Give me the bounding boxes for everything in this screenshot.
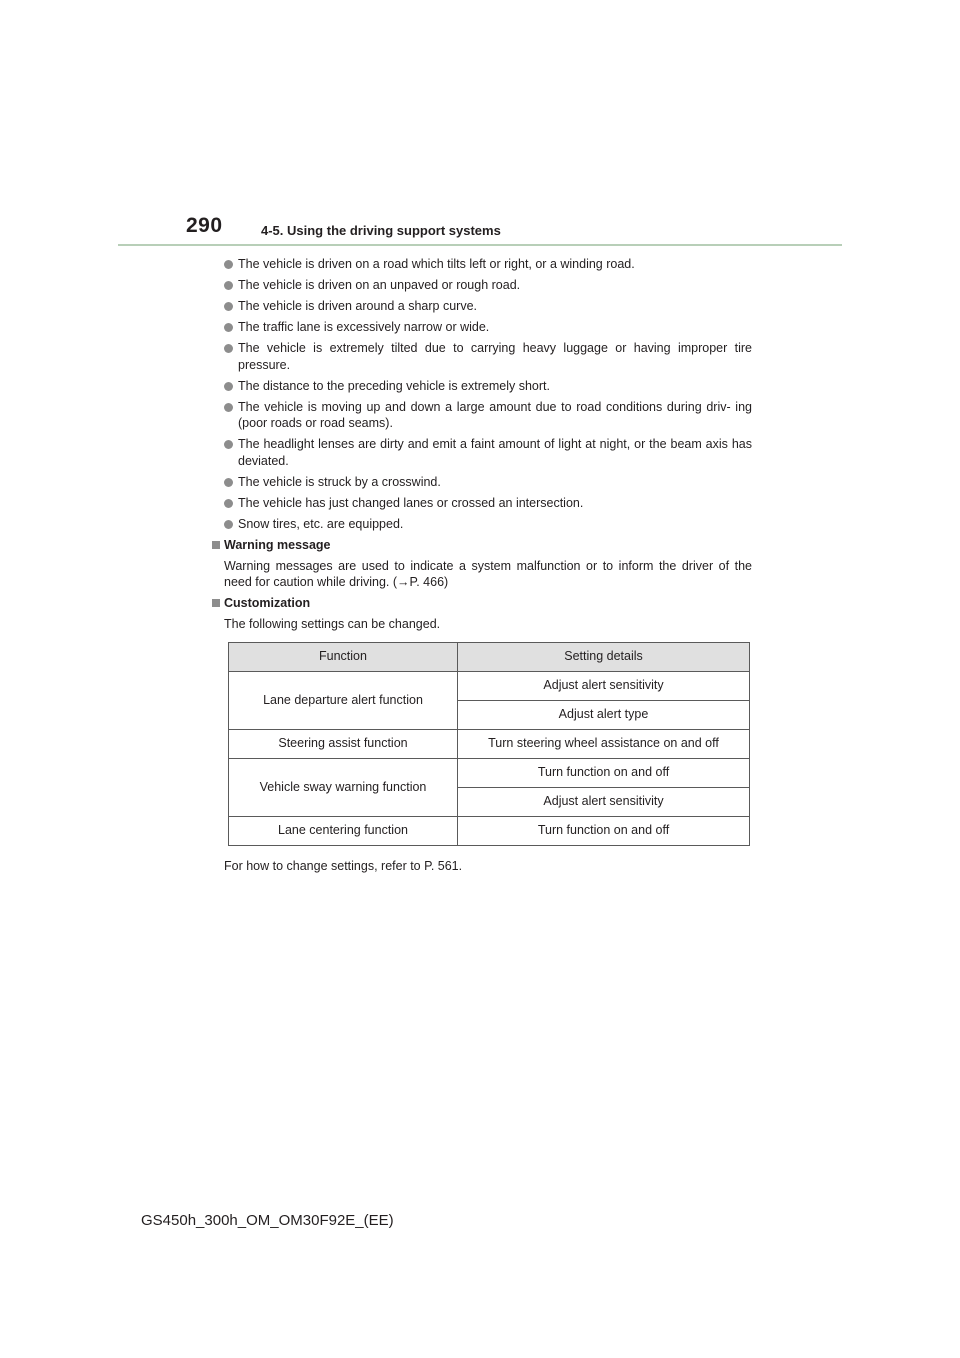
document-code: GS450h_300h_OM_OM30F92E_(EE) bbox=[141, 1212, 394, 1229]
function-cell: Lane centering function bbox=[229, 816, 458, 845]
square-bullet-icon bbox=[212, 541, 220, 549]
list-item bbox=[224, 436, 752, 469]
page-number: 290 bbox=[186, 214, 223, 237]
list-item-text: The vehicle is moving up and down a large amount due to road conditions during driv- ing (poor roads or road seams). bbox=[238, 399, 752, 430]
condition-list bbox=[224, 256, 752, 532]
list-item-text: The headlight lenses are dirty and emit a faint amount of light at night, or the beam axis has deviated. bbox=[238, 437, 752, 468]
list-item-text: The vehicle is extremely tilted due to carrying heavy luggage or having improper tire pressure. bbox=[238, 341, 752, 372]
list-item-text: Snow tires, etc. are equipped. bbox=[238, 516, 404, 531]
list-item-text: The distance to the preceding vehicle is extremely short. bbox=[238, 378, 550, 393]
list-item bbox=[224, 474, 752, 491]
detail-cell: Adjust alert type bbox=[458, 700, 750, 729]
list-item bbox=[224, 516, 752, 533]
list-item-text: The vehicle is driven on an unpaved or rough road. bbox=[238, 278, 521, 292]
list-item bbox=[224, 298, 752, 315]
bullet-icon bbox=[224, 281, 233, 290]
bullet-icon bbox=[224, 478, 233, 487]
table-header-row bbox=[229, 642, 750, 671]
square-bullet-icon bbox=[212, 599, 220, 607]
bullet-icon bbox=[224, 382, 233, 391]
bullet-icon bbox=[224, 520, 233, 529]
list-item bbox=[224, 495, 752, 512]
detail-cell: Turn function on and off bbox=[458, 758, 750, 787]
bullet-icon bbox=[224, 323, 233, 332]
detail-cell: Turn function on and off bbox=[458, 816, 750, 845]
header-divider bbox=[118, 244, 842, 246]
customization-section bbox=[212, 595, 752, 633]
warning-section bbox=[212, 537, 752, 591]
list-item bbox=[224, 277, 752, 294]
warning-heading: Warning message bbox=[224, 537, 331, 552]
page-header bbox=[0, 0, 960, 250]
customization-intro: The following settings can be changed. bbox=[224, 617, 441, 631]
table-row bbox=[229, 816, 750, 845]
table-row bbox=[229, 671, 750, 700]
bullet-icon bbox=[224, 260, 233, 269]
list-item bbox=[224, 256, 752, 273]
detail-cell: Adjust alert sensitivity bbox=[458, 787, 750, 816]
detail-cell: Turn steering wheel assistance on and off bbox=[458, 729, 750, 758]
bullet-icon bbox=[224, 344, 233, 353]
function-cell: Vehicle sway warning function bbox=[229, 758, 458, 816]
bullet-icon bbox=[224, 499, 233, 508]
table-row bbox=[229, 729, 750, 758]
bullet-icon bbox=[224, 403, 233, 412]
list-item-text: The vehicle is driven on a road which tilts left or right, or a winding road. bbox=[238, 257, 635, 271]
page-content bbox=[224, 256, 752, 874]
list-item-text: The traffic lane is excessively narrow or wide. bbox=[238, 320, 490, 334]
section-title: 4-5. Using the driving support systems bbox=[261, 223, 501, 238]
function-cell: Lane departure alert function bbox=[229, 671, 458, 729]
list-item-text: The vehicle is driven around a sharp curve. bbox=[238, 299, 478, 313]
list-item bbox=[224, 399, 752, 432]
table-row bbox=[229, 758, 750, 787]
list-item bbox=[224, 340, 752, 373]
header-function: Function bbox=[229, 642, 458, 671]
list-item-text: The vehicle is struck by a crosswind. bbox=[238, 474, 441, 489]
bullet-icon bbox=[224, 440, 233, 449]
function-cell: Steering assist function bbox=[229, 729, 458, 758]
settings-table bbox=[228, 642, 750, 846]
settings-footnote: For how to change settings, refer to P. 561. bbox=[224, 858, 463, 873]
bullet-icon bbox=[224, 302, 233, 311]
list-item bbox=[224, 319, 752, 336]
detail-cell: Adjust alert sensitivity bbox=[458, 671, 750, 700]
customization-heading: Customization bbox=[224, 596, 311, 610]
warning-body: Warning messages are used to indicate a system malfunction or to inform the driver of the need for caution while driving. (→P. 466) bbox=[224, 558, 752, 589]
list-item-text: The vehicle has just changed lanes or crossed an intersection. bbox=[238, 495, 584, 510]
header-setting-details: Setting details bbox=[458, 642, 750, 671]
list-item bbox=[224, 378, 752, 395]
